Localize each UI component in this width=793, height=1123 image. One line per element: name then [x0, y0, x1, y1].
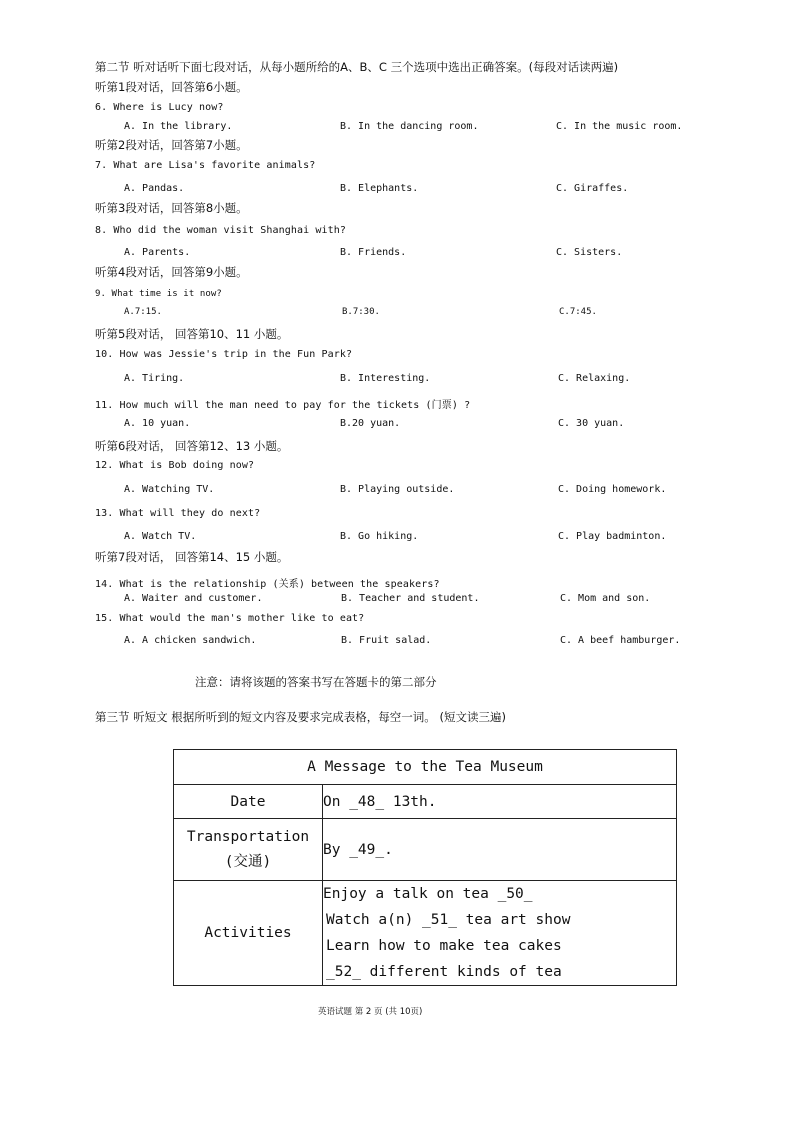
group-label: 听第2段对话，回答第7小题。 — [95, 138, 248, 152]
option-a: A. Waiter and customer. — [124, 593, 263, 604]
option-c: C. Sisters. — [556, 247, 623, 258]
section3-heading: 第三节 听短文 根据所听到的短文内容及要求完成表格，每空一词。 (短文读三遍) — [95, 710, 506, 724]
group-label: 听第1段对话，回答第6小题。 — [95, 80, 248, 94]
option-a: A.7:15. — [124, 307, 162, 317]
option-c: C. A beef hamburger. — [560, 635, 681, 646]
activities-cell — [323, 881, 677, 986]
question-text: 13. What will they do next? — [95, 508, 261, 519]
question-text: 15. What would the man's mother like to eat? — [95, 613, 365, 624]
option-b: B. Teacher and student. — [341, 593, 480, 604]
option-b: B. Interesting. — [340, 373, 431, 384]
question-text: 10. How was Jessie's trip in the Fun Park? — [95, 349, 353, 360]
table-title: A Message to the Tea Museum — [174, 750, 677, 785]
option-c: C. 30 yuan. — [558, 418, 625, 429]
activities-label: Activities — [174, 881, 323, 986]
option-c: C. Giraffes. — [556, 183, 629, 194]
option-c: C. Mom and son. — [560, 593, 651, 604]
page-footer: 英语试题 第 2 页 (共 10页) — [318, 1007, 423, 1017]
question-text: 9. What time is it now? — [95, 289, 222, 299]
option-c: C. Play badminton. — [558, 531, 667, 542]
option-b: B.20 yuan. — [340, 418, 401, 429]
group-label: 听第7段对话， 回答第14、15 小题。 — [95, 550, 289, 564]
activity-item: Learn how to make tea cakes — [326, 938, 562, 954]
option-b: B. Fruit salad. — [341, 635, 432, 646]
option-a: A. A chicken sandwich. — [124, 635, 257, 646]
transport-label: Transportation — [186, 828, 310, 845]
transport-label-cell — [174, 819, 323, 881]
message-table — [173, 749, 677, 986]
group-label: 听第3段对话，回答第8小题。 — [95, 201, 248, 215]
transport-value: By _49_. — [323, 819, 677, 881]
group-label: 听第4段对话，回答第9小题。 — [95, 265, 248, 279]
section2-heading: 第二节 听对话听下面七段对话，从每小题所给的A、B、C 三个选项中选出正确答案。(每段对话读两遍) — [95, 60, 619, 74]
option-c: C. Relaxing. — [558, 373, 631, 384]
option-b: B.7:30. — [342, 307, 380, 317]
option-a: A. Parents. — [124, 247, 191, 258]
date-label: Date — [174, 785, 323, 819]
question-text: 12. What is Bob doing now? — [95, 460, 255, 471]
option-a: A. Watching TV. — [124, 484, 215, 495]
option-a: A. Pandas. — [124, 183, 185, 194]
activity-item: _52_ different kinds of tea — [326, 964, 562, 980]
option-b: B. Go hiking. — [340, 531, 419, 542]
option-b: B. In the dancing room. — [340, 121, 479, 132]
group-label: 听第6段对话， 回答第12、13 小题。 — [95, 439, 289, 453]
option-c: C. Doing homework. — [558, 484, 667, 495]
group-label: 听第5段对话， 回答第10、11 小题。 — [95, 327, 289, 341]
question-text: 7. What are Lisa's favorite animals? — [95, 160, 316, 171]
option-b: B. Friends. — [340, 247, 407, 258]
option-a: A. 10 yuan. — [124, 418, 191, 429]
answer-note: 注意：请将该题的答案书写在答题卡的第二部分 — [195, 675, 437, 689]
option-c: C. In the music room. — [556, 121, 683, 132]
option-a: A. Tiring. — [124, 373, 185, 384]
option-c: C.7:45. — [559, 307, 597, 317]
question-text: 14. What is the relationship (关系) between the speakers? — [95, 579, 440, 590]
option-b: B. Playing outside. — [340, 484, 455, 495]
transport-label-cn: (交通) — [224, 853, 272, 870]
activity-item: Enjoy a talk on tea _50_ — [323, 886, 533, 902]
question-text: 8. Who did the woman visit Shanghai with? — [95, 225, 346, 236]
option-a: A. In the library. — [124, 121, 233, 132]
question-text: 6. Where is Lucy now? — [95, 102, 224, 113]
option-a: A. Watch TV. — [124, 531, 197, 542]
question-text: 11. How much will the man need to pay for the tickets (门票) ? — [95, 400, 471, 411]
date-value: On _48_ 13th. — [323, 785, 677, 819]
activity-item: Watch a(n) _51_ tea art show — [326, 912, 571, 928]
option-b: B. Elephants. — [340, 183, 419, 194]
